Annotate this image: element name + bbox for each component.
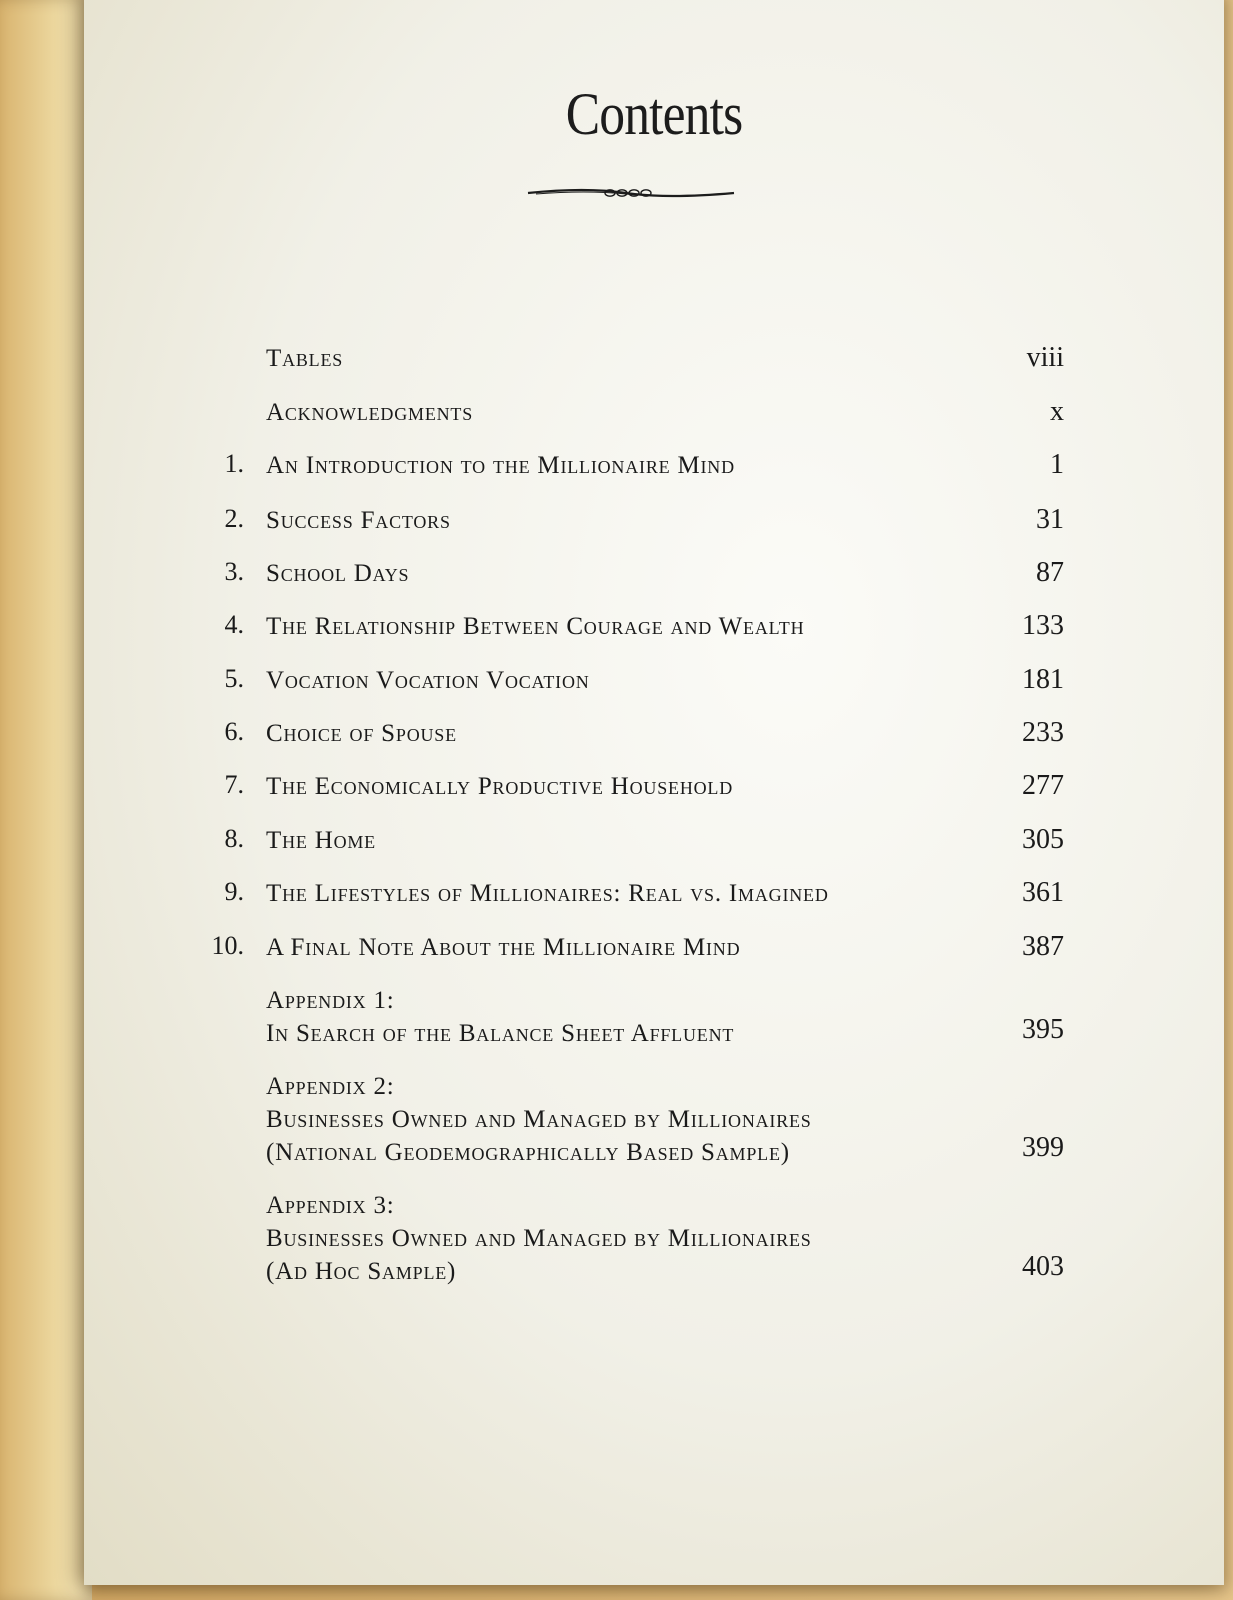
toc-entry-title: An Introduction to the Millionaire Mind: [266, 452, 735, 479]
toc-entry-title: Vocation Vocation Vocation: [266, 667, 590, 694]
toc-entry-title: Tables: [266, 345, 344, 372]
appendix-title-line: In Search of the Balance Sheet Affluent: [266, 1020, 735, 1047]
toc-chapter-number: 5.: [224, 664, 244, 693]
toc-page-number: 305: [1022, 824, 1064, 855]
toc-page-number: 361: [1022, 877, 1064, 908]
toc-entry-title: Success Factors: [266, 507, 451, 534]
toc-chapter-number: 1.: [224, 449, 244, 478]
toc-page-number: x: [1050, 396, 1064, 427]
appendix-title-line: (National Geodemographically Based Sample): [266, 1139, 790, 1166]
toc-page-number: 1: [1050, 449, 1064, 480]
appendix-title-line: (Ad Hoc Sample): [266, 1258, 457, 1285]
toc-page-number: 277: [1022, 770, 1064, 801]
appendix-label: Appendix 2:: [266, 1073, 395, 1100]
toc-entry-title: Choice of Spouse: [266, 720, 457, 747]
facing-page-edge: [0, 0, 92, 1600]
toc-entry-title: The Home: [266, 827, 376, 854]
appendix-title-line: Businesses Owned and Managed by Millionaires: [266, 1225, 812, 1252]
toc-page-number: 399: [1022, 1132, 1064, 1163]
toc-entry-title: A Final Note About the Millionaire Mind: [266, 934, 741, 961]
toc-page-number: 31: [1036, 504, 1064, 535]
toc-page-number: 233: [1022, 717, 1064, 748]
toc-entry-title: Acknowledgments: [266, 399, 474, 426]
toc-page-number: 181: [1022, 664, 1064, 695]
toc-chapter-number: 9.: [224, 877, 244, 906]
toc-entry-title: The Lifestyles of Millionaires: Real vs. Imagined: [266, 880, 829, 907]
appendix-label: Appendix 1:: [266, 987, 395, 1014]
toc-page-number: 403: [1022, 1251, 1064, 1282]
toc-page-number: 387: [1022, 931, 1064, 962]
toc-page-number: 395: [1022, 1014, 1064, 1045]
toc-chapter-number: 6.: [224, 717, 244, 746]
appendix-title-line: Businesses Owned and Managed by Millionaires: [266, 1106, 812, 1133]
table-of-contents: [84, 0, 1224, 1585]
contents-page: [84, 0, 1224, 1585]
toc-entry-title: The Relationship Between Courage and Wealth: [266, 613, 805, 640]
toc-entry-title: School Days: [266, 560, 410, 587]
toc-chapter-number: 10.: [211, 931, 244, 960]
page-title: Contents: [565, 81, 743, 147]
toc-entry-title: The Economically Productive Household: [266, 773, 734, 800]
toc-chapter-number: 7.: [224, 770, 244, 799]
toc-chapter-number: 4.: [224, 610, 244, 639]
toc-page-number: viii: [1026, 342, 1064, 373]
appendix-label: Appendix 3:: [266, 1192, 395, 1219]
toc-page-number: 87: [1036, 557, 1064, 588]
toc-chapter-number: 3.: [224, 557, 244, 586]
toc-page-number: 133: [1022, 610, 1064, 641]
toc-chapter-number: 8.: [224, 824, 244, 853]
toc-chapter-number: 2.: [224, 504, 244, 533]
